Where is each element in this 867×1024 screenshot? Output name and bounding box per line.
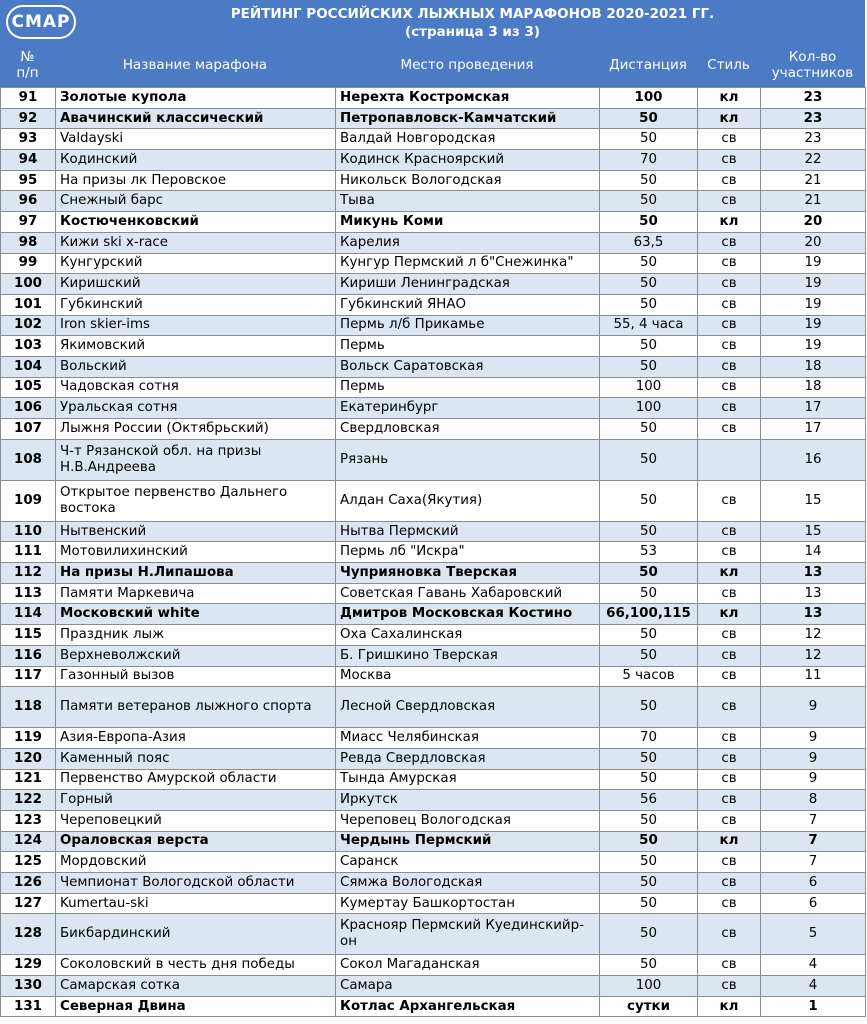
marathon-place: Пермь л/б Прикамье [336,315,600,336]
marathon-style: св [698,315,761,336]
marathon-name: Якимовский [56,336,336,357]
marathon-name: Череповецкий [56,810,336,831]
marathon-place: Кумертау Башкортостан [336,893,600,914]
marathon-name: Ораловская верста [56,831,336,852]
marathon-place: Краснояр Пермский Куединскийр-он [336,914,600,955]
row-number: 127 [1,893,56,914]
marathon-place: Тында Амурская [336,769,600,790]
marathon-place: Валдай Новгородская [336,129,600,150]
row-number: 97 [1,212,56,233]
table-row [1,563,866,584]
marathon-name: Чадовская сотня [56,377,336,398]
marathon-distance: 63,5 [600,232,698,253]
participant-count: 9 [761,728,866,749]
participant-count: 9 [761,687,866,728]
marathon-name: Азия-Европа-Азия [56,728,336,749]
row-number: 115 [1,625,56,646]
table-row [1,852,866,873]
participant-count: 14 [761,542,866,563]
marathon-name: Праздник лыж [56,625,336,646]
marathon-place: Нытва Пермский [336,521,600,542]
table-row [1,790,866,811]
row-number: 109 [1,480,56,521]
row-number: 103 [1,336,56,357]
marathon-distance: 5 часов [600,666,698,687]
participant-count: 19 [761,274,866,295]
marathon-name: Газонный вызов [56,666,336,687]
marathon-distance: 50 [600,563,698,584]
marathon-distance: 50 [600,583,698,604]
marathon-place: Вольск Саратовская [336,356,600,377]
marathon-name: Лыжня России (Октябрьский) [56,419,336,440]
marathon-style: св [698,521,761,542]
participant-count: 16 [761,439,866,480]
marathon-distance: 55, 4 часа [600,315,698,336]
marathon-name: Верхневолжский [56,645,336,666]
marathon-place: Самара [336,976,600,997]
marathon-distance: 50 [600,336,698,357]
row-number: 101 [1,294,56,315]
table-row [1,748,866,769]
marathon-name: Самарская сотка [56,976,336,997]
table-row [1,377,866,398]
marathon-style: св [698,810,761,831]
participant-count: 6 [761,873,866,894]
marathon-style [698,439,761,480]
participant-count: 18 [761,377,866,398]
marathon-style: кл [698,88,761,109]
marathon-style: кл [698,996,761,1017]
marathon-style: св [698,873,761,894]
participant-count: 18 [761,356,866,377]
participant-count: 7 [761,852,866,873]
marathon-distance: 50 [600,955,698,976]
marathon-style: св [698,150,761,171]
marathon-name: Снежный барс [56,191,336,212]
table-header [0,0,865,88]
marathon-style: св [698,645,761,666]
participant-count: 17 [761,419,866,440]
page-title: РЕЙТИНГ РОССИЙСКИХ ЛЫЖНЫХ МАРАФОНОВ 2020-2021 ГГ. [230,6,715,22]
marathon-name: На призы лк Перовское [56,170,336,191]
marathon-style: св [698,232,761,253]
table-row [1,232,866,253]
marathon-place: Москва [336,666,600,687]
participant-count: 20 [761,232,866,253]
marathon-name: Кижи ski x-race [56,232,336,253]
table-row [1,108,866,129]
marathon-place: Сямжа Вологодская [336,873,600,894]
column-header-style: Стиль [707,57,750,73]
row-number: 129 [1,955,56,976]
participant-count: 23 [761,108,866,129]
marathon-style: св [698,129,761,150]
row-number: 106 [1,398,56,419]
marathon-name: Kumertau-ski [56,893,336,914]
table-row [1,398,866,419]
marathon-name: Iron skier-ims [56,315,336,336]
marathon-place: Лесной Свердловская [336,687,600,728]
marathon-place: Дмитров Московская Костино [336,604,600,625]
row-number: 117 [1,666,56,687]
marathon-distance: 100 [600,976,698,997]
row-number: 92 [1,108,56,129]
marathon-name: Авачинский классический [56,108,336,129]
marathon-place: Саранск [336,852,600,873]
table-row [1,893,866,914]
participant-count: 13 [761,604,866,625]
marathon-name: Бикбардинский [56,914,336,955]
marathon-style: св [698,748,761,769]
marathon-style: св [698,398,761,419]
marathon-place: Кунгур Пермский л б"Снежинка" [336,253,600,274]
marathon-place: Котлас Архангельская [336,996,600,1017]
participant-count: 12 [761,645,866,666]
row-number: 122 [1,790,56,811]
marathon-style: св [698,419,761,440]
marathon-style: св [698,852,761,873]
marathon-name: Уральская сотня [56,398,336,419]
marathon-distance: 50 [600,687,698,728]
participant-count: 22 [761,150,866,171]
marathon-name: Мордовский [56,852,336,873]
row-number: 120 [1,748,56,769]
marathon-style: св [698,170,761,191]
participant-count: 4 [761,976,866,997]
table-row [1,480,866,521]
marathon-style: св [698,294,761,315]
marathon-distance: 56 [600,790,698,811]
table-row [1,521,866,542]
marathon-name: Соколовский в честь дня победы [56,955,336,976]
marathon-style: св [698,253,761,274]
table-row [1,88,866,109]
marathon-place: Б. Гришкино Тверская [336,645,600,666]
marathon-name: Костюченковский [56,212,336,233]
participant-count: 11 [761,666,866,687]
marathon-name: Нытвенский [56,521,336,542]
marathon-name: Золотые купола [56,88,336,109]
marathon-style: кл [698,108,761,129]
marathon-place: Екатеринбург [336,398,600,419]
row-number: 95 [1,170,56,191]
marathon-place: Ревда Свердловская [336,748,600,769]
table-row [1,831,866,852]
row-number: 124 [1,831,56,852]
participant-count: 13 [761,563,866,584]
marathon-style: св [698,893,761,914]
marathon-place: Петропавловск-Камчатский [336,108,600,129]
marathon-name: Кодинский [56,150,336,171]
marathon-distance: 50 [600,893,698,914]
participant-count: 19 [761,315,866,336]
participant-count: 5 [761,914,866,955]
marathon-name: Кунгурский [56,253,336,274]
marathon-place: Кодинск Красноярский [336,150,600,171]
row-number: 94 [1,150,56,171]
marathon-place: Губкинский ЯНАО [336,294,600,315]
marathon-name: Ч-т Рязанской обл. на призы Н.В.Андреева [56,439,336,480]
marathon-distance: 50 [600,480,698,521]
table-row [1,810,866,831]
marathon-place: Рязань [336,439,600,480]
column-header-place: Место проведения [400,57,534,73]
marathon-name: Каменный пояс [56,748,336,769]
row-number: 105 [1,377,56,398]
marathon-style: св [698,955,761,976]
row-number: 99 [1,253,56,274]
marathon-place: Карелия [336,232,600,253]
marathon-style: св [698,976,761,997]
marathon-name: Чемпионат Вологодской области [56,873,336,894]
marathon-name: Мотовилихинский [56,542,336,563]
marathon-style: св [698,790,761,811]
table-row [1,212,866,233]
marathon-distance: 100 [600,88,698,109]
marathon-style: кл [698,212,761,233]
table-row [1,315,866,336]
marathon-distance: 50 [600,831,698,852]
marathon-name: Губкинский [56,294,336,315]
marathon-distance: 50 [600,108,698,129]
column-header-name: Название марафона [122,57,268,73]
marathon-place: Пермь лб "Искра" [336,542,600,563]
table-row [1,356,866,377]
marathon-distance: 70 [600,150,698,171]
row-number: 93 [1,129,56,150]
marathon-distance: 50 [600,852,698,873]
marathon-place: Миасс Челябинская [336,728,600,749]
marathon-distance: 100 [600,377,698,398]
marathon-style: кл [698,831,761,852]
row-number: 91 [1,88,56,109]
marathon-name: Горный [56,790,336,811]
marathon-distance: 50 [600,645,698,666]
table-row [1,873,866,894]
participant-count: 12 [761,625,866,646]
marathon-distance: 50 [600,170,698,191]
marathon-distance: 66,100,115 [600,604,698,625]
marathon-style: кл [698,563,761,584]
marathon-distance: 50 [600,748,698,769]
marathon-distance: 50 [600,521,698,542]
marathon-distance: 50 [600,419,698,440]
participant-count: 4 [761,955,866,976]
marathon-style: св [698,914,761,955]
row-number: 131 [1,996,56,1017]
participant-count: 20 [761,212,866,233]
table-row [1,955,866,976]
table-row [1,191,866,212]
table-row [1,170,866,191]
marathon-distance: 50 [600,212,698,233]
row-number: 121 [1,769,56,790]
marathon-place: Иркутск [336,790,600,811]
page-subtitle: (страница 3 из 3) [404,24,541,40]
participant-count: 21 [761,170,866,191]
table-row [1,728,866,749]
marathon-style: св [698,769,761,790]
marathon-distance: 50 [600,914,698,955]
marathon-name: Первенство Амурской области [56,769,336,790]
participant-count: 23 [761,129,866,150]
marathon-place: Череповец Вологодская [336,810,600,831]
marathon-distance: 100 [600,398,698,419]
marathon-style: св [698,356,761,377]
table-row [1,996,866,1017]
row-number: 108 [1,439,56,480]
marathon-style: св [698,191,761,212]
table-row [1,294,866,315]
marathon-distance: 70 [600,728,698,749]
participant-count: 1 [761,996,866,1017]
participant-count: 13 [761,583,866,604]
table-row [1,150,866,171]
marathon-distance: сутки [600,996,698,1017]
row-number: 116 [1,645,56,666]
participant-count: 15 [761,480,866,521]
column-header-count: Кол-во участников [771,49,854,81]
marathon-name: Открытое первенство Дальнего востока [56,480,336,521]
row-number: 119 [1,728,56,749]
column-header-distance: Дистанция [609,57,687,73]
table-row [1,129,866,150]
table-row [1,583,866,604]
marathon-style: св [698,274,761,295]
participant-count: 15 [761,521,866,542]
table-row [1,604,866,625]
marathon-style: св [698,666,761,687]
smar-logo: СМАР [6,5,76,39]
marathon-style: св [698,583,761,604]
participant-count: 19 [761,253,866,274]
marathon-style: св [698,377,761,398]
row-number: 102 [1,315,56,336]
marathon-distance: 50 [600,356,698,377]
marathon-name: Памяти Маркевича [56,583,336,604]
marathon-style: св [698,542,761,563]
marathon-place: Никольск Вологодская [336,170,600,191]
row-number: 118 [1,687,56,728]
marathon-place: Чердынь Пермский [336,831,600,852]
row-number: 96 [1,191,56,212]
table-row [1,253,866,274]
marathon-name: Северная Двина [56,996,336,1017]
marathon-name: На призы Н.Липашова [56,563,336,584]
marathon-style: св [698,728,761,749]
marathon-distance: 50 [600,294,698,315]
marathon-place: Тыва [336,191,600,212]
row-number: 111 [1,542,56,563]
marathon-place: Чуприяновка Тверская [336,563,600,584]
marathon-place: Алдан Саха(Якутия) [336,480,600,521]
table-row [1,274,866,295]
marathon-name: Valdayski [56,129,336,150]
marathon-place: Свердловская [336,419,600,440]
row-number: 104 [1,356,56,377]
table-row [1,914,866,955]
marathon-distance: 50 [600,810,698,831]
table-row [1,419,866,440]
marathon-name: Памяти ветеранов лыжного спорта [56,687,336,728]
row-number: 114 [1,604,56,625]
participant-count: 17 [761,398,866,419]
participant-count: 19 [761,336,866,357]
marathon-distance: 53 [600,542,698,563]
marathon-style: св [698,625,761,646]
row-number: 110 [1,521,56,542]
table-row [1,645,866,666]
marathon-place: Оха Сахалинская [336,625,600,646]
marathon-distance: 50 [600,253,698,274]
column-header-num: № п/п [16,49,39,81]
participant-count: 23 [761,88,866,109]
table-row [1,542,866,563]
row-number: 98 [1,232,56,253]
table-row [1,439,866,480]
marathon-distance: 50 [600,191,698,212]
marathon-place: Советская Гавань Хабаровский [336,583,600,604]
participant-count: 21 [761,191,866,212]
marathon-table [0,87,866,1017]
table-row [1,769,866,790]
row-number: 107 [1,419,56,440]
row-number: 130 [1,976,56,997]
marathon-distance: 50 [600,625,698,646]
marathon-place: Пермь [336,377,600,398]
marathon-style: св [698,687,761,728]
marathon-place: Микунь Коми [336,212,600,233]
participant-count: 7 [761,831,866,852]
marathon-place: Сокол Магаданская [336,955,600,976]
table-row [1,976,866,997]
marathon-style: св [698,336,761,357]
table-row [1,336,866,357]
table-row [1,666,866,687]
marathon-place: Нерехта Костромская [336,88,600,109]
marathon-distance: 50 [600,274,698,295]
row-number: 112 [1,563,56,584]
row-number: 128 [1,914,56,955]
row-number: 123 [1,810,56,831]
marathon-name: Московский white [56,604,336,625]
marathon-name: Киришский [56,274,336,295]
marathon-style: св [698,480,761,521]
row-number: 125 [1,852,56,873]
marathon-distance: 50 [600,129,698,150]
row-number: 100 [1,274,56,295]
participant-count: 19 [761,294,866,315]
marathon-distance: 50 [600,439,698,480]
marathon-distance: 50 [600,769,698,790]
marathon-distance: 50 [600,873,698,894]
marathon-place: Кириши Ленинградская [336,274,600,295]
table-row [1,687,866,728]
marathon-name: Вольский [56,356,336,377]
marathon-style: кл [698,604,761,625]
participant-count: 9 [761,769,866,790]
row-number: 113 [1,583,56,604]
table-row [1,625,866,646]
participant-count: 7 [761,810,866,831]
row-number: 126 [1,873,56,894]
marathon-place: Пермь [336,336,600,357]
participant-count: 6 [761,893,866,914]
participant-count: 9 [761,748,866,769]
participant-count: 8 [761,790,866,811]
